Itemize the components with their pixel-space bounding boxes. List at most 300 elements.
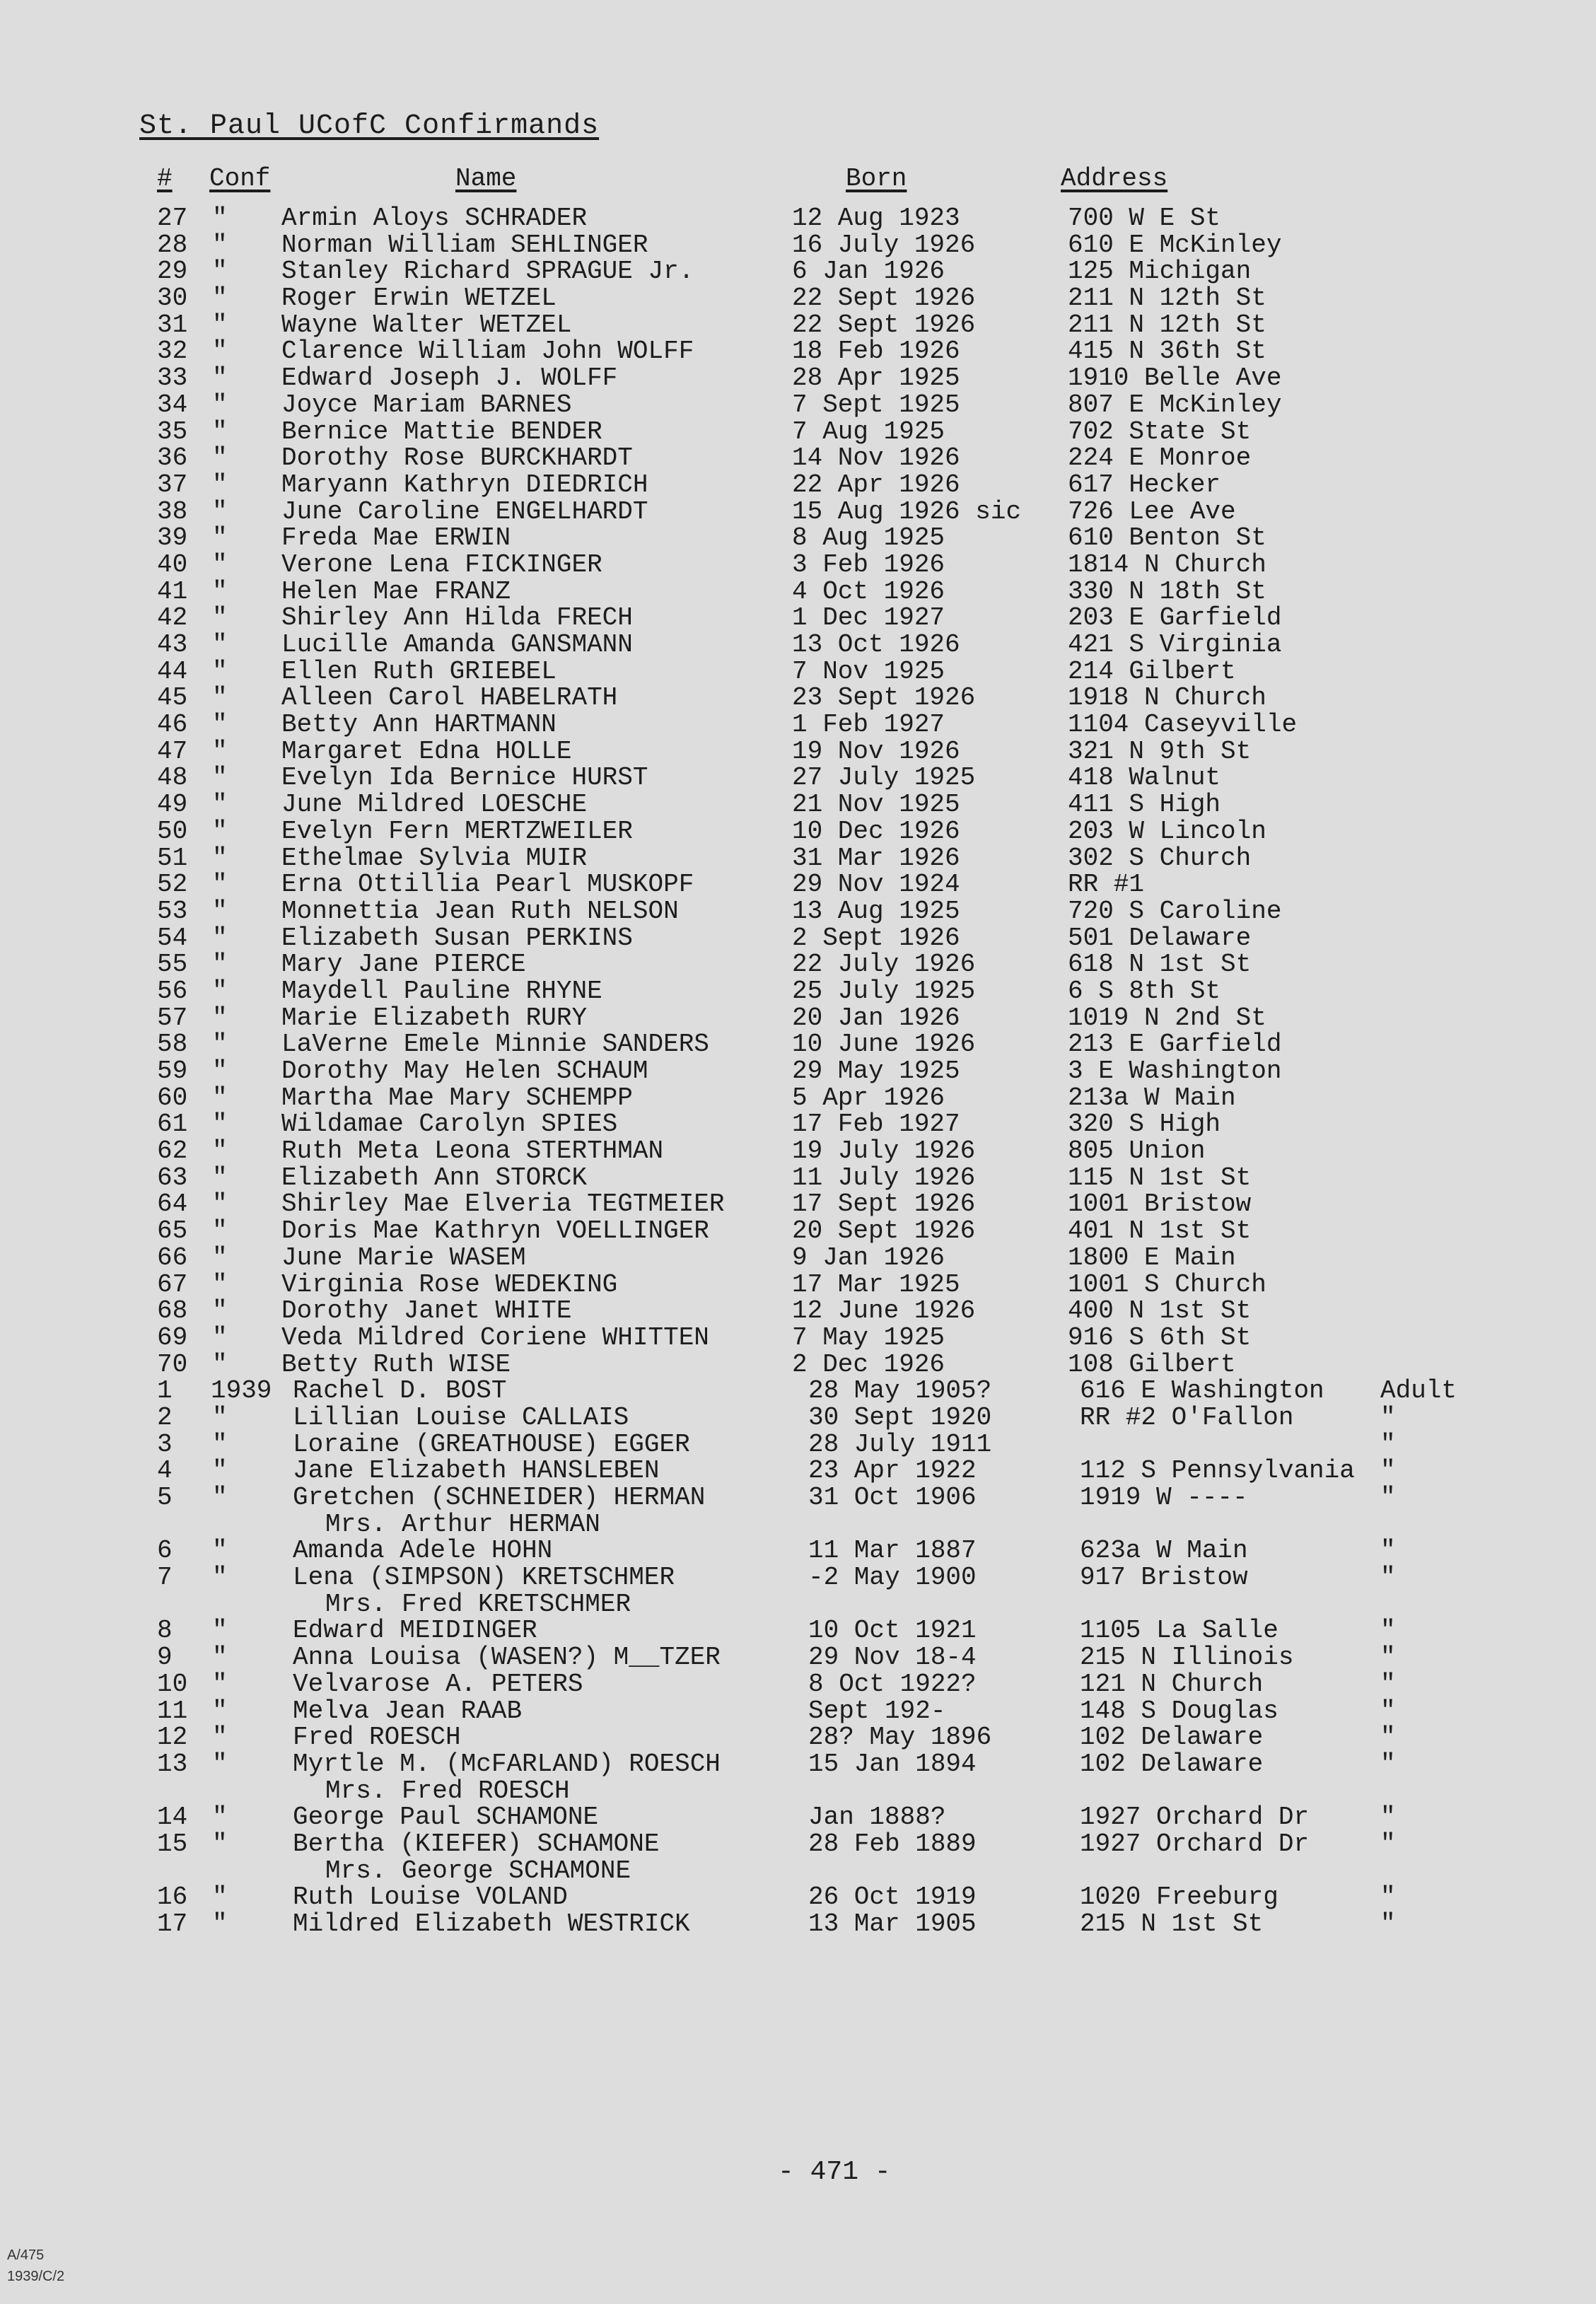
table-row <box>0 951 1596 978</box>
row-number: 68 <box>157 1296 188 1326</box>
address: 616 E Washington <box>1080 1376 1324 1406</box>
address: 401 N 1st St <box>1068 1216 1252 1246</box>
table-row <box>0 232 1596 259</box>
table-row <box>0 1005 1596 1032</box>
confirmand-name: Edward MEIDINGER <box>293 1616 537 1646</box>
row-number: 7 <box>157 1563 173 1593</box>
table-row <box>0 1724 1596 1751</box>
address: 211 N 12th St <box>1068 310 1266 339</box>
row-number: 64 <box>157 1189 188 1219</box>
table-row <box>0 685 1596 711</box>
row-number: 14 <box>157 1803 188 1832</box>
address: 917 Bristow <box>1080 1563 1248 1593</box>
adult-note: " <box>1380 1803 1396 1832</box>
row-number: 9 <box>157 1643 173 1672</box>
address: 213a W Main <box>1068 1083 1236 1112</box>
confirmand-name: Margaret Edna HOLLE <box>281 736 572 766</box>
row-number: 8 <box>157 1616 173 1646</box>
table-row <box>0 1537 1596 1564</box>
table-row <box>0 1698 1596 1725</box>
birth-date: 12 Aug 1923 <box>792 204 960 233</box>
birth-date: 28? May 1896 <box>808 1723 992 1752</box>
birth-date: 31 Mar 1926 <box>792 843 960 873</box>
birth-date: 19 Nov 1926 <box>792 736 960 766</box>
row-number: 52 <box>157 870 188 900</box>
table-row <box>0 1458 1596 1484</box>
birth-date: 1 Dec 1927 <box>792 603 945 633</box>
confirmand-name: Jane Elizabeth HANSLEBEN <box>293 1456 660 1486</box>
adult-note: " <box>1380 1456 1396 1486</box>
confirmand-name: June Marie WASEM <box>281 1243 526 1272</box>
confirmand-name: Evelyn Fern MERTZWEILER <box>281 816 633 846</box>
address: 610 Benton St <box>1068 523 1266 553</box>
row-number: 6 <box>157 1536 173 1566</box>
confirmand-name: George Paul SCHAMONE <box>293 1803 599 1832</box>
address: 213 E Garfield <box>1068 1030 1282 1059</box>
address: 115 N 1st St <box>1068 1163 1252 1192</box>
conf-year: " <box>212 443 228 473</box>
address: 6 S 8th St <box>1068 976 1221 1006</box>
table-row <box>0 1804 1596 1831</box>
table-row <box>0 1322 1596 1352</box>
birth-date: 29 Nov 1924 <box>792 870 960 900</box>
row-number: 41 <box>157 576 188 606</box>
header-num: # <box>157 164 173 193</box>
address: 1918 N Church <box>1068 683 1266 713</box>
table-row <box>0 472 1596 499</box>
birth-date: 1 Feb 1927 <box>792 710 945 740</box>
conf-year: " <box>212 976 228 1006</box>
table-row <box>0 205 1596 232</box>
conf-year: " <box>212 1829 228 1858</box>
birth-date: 7 Sept 1925 <box>792 390 960 419</box>
birth-date: 22 Sept 1926 <box>792 284 976 313</box>
row-number: 27 <box>157 204 188 233</box>
row-number: 58 <box>157 1030 188 1059</box>
address: 148 S Douglas <box>1080 1696 1278 1726</box>
address: 400 N 1st St <box>1068 1296 1252 1326</box>
table-row <box>0 711 1596 738</box>
address: 916 S 6th St <box>1068 1322 1252 1352</box>
table-row <box>0 338 1596 365</box>
address: 1001 S Church <box>1068 1269 1266 1299</box>
table-row <box>0 871 1596 898</box>
birth-date: 7 Aug 1925 <box>792 417 945 446</box>
table-row <box>0 978 1596 1005</box>
table-row <box>0 1617 1596 1644</box>
conf-year: " <box>212 1456 228 1486</box>
row-number: 50 <box>157 816 188 846</box>
birth-date: 20 Jan 1926 <box>792 1003 960 1032</box>
header-name: Name <box>455 164 517 193</box>
row-number: 1 <box>157 1376 173 1406</box>
table-row-subline <box>0 1591 1596 1618</box>
address: 617 Hecker <box>1068 470 1221 499</box>
address: 726 Lee Ave <box>1068 496 1236 526</box>
birth-date: 28 Feb 1889 <box>808 1829 977 1858</box>
row-number: 12 <box>157 1723 188 1752</box>
birth-date: 2 Sept 1926 <box>792 923 960 953</box>
conf-year: " <box>212 284 228 313</box>
confirmand-name: Lucille Amanda GANSMANN <box>281 630 633 659</box>
conf-year: " <box>212 1563 228 1593</box>
conf-year: " <box>212 656 228 686</box>
row-number: 34 <box>157 390 188 419</box>
birth-date: 13 Oct 1926 <box>792 630 960 659</box>
confirmand-name: Freda Mae ERWIN <box>281 523 511 553</box>
row-number: 16 <box>157 1883 188 1912</box>
footer-ref-1: A/475 <box>7 2247 45 2263</box>
adult-note: " <box>1380 1483 1396 1512</box>
birth-date: 7 May 1925 <box>792 1322 945 1352</box>
conf-year: " <box>212 1057 228 1086</box>
conf-year: " <box>212 1269 228 1299</box>
conf-year: " <box>212 683 228 713</box>
table-row <box>0 285 1596 312</box>
address: RR #2 O'Fallon <box>1080 1402 1294 1432</box>
address: 3 E Washington <box>1068 1057 1282 1086</box>
table-row <box>0 1911 1596 1938</box>
birth-date: 14 Nov 1926 <box>792 443 960 473</box>
birth-date: 9 Jan 1926 <box>792 1243 945 1272</box>
table-row-subline <box>0 1778 1596 1805</box>
adult-note: " <box>1380 1723 1396 1752</box>
address: 224 E Monroe <box>1068 443 1252 473</box>
birth-date: 22 Apr 1926 <box>792 470 960 499</box>
address: 121 N Church <box>1080 1669 1264 1699</box>
confirmand-name: Verone Lena FICKINGER <box>281 549 602 579</box>
confirmand-name: Ruth Louise VOLAND <box>293 1883 568 1912</box>
address: 1001 Bristow <box>1068 1189 1252 1219</box>
confirmand-name: Mary Jane PIERCE <box>281 950 526 979</box>
table-row <box>0 496 1596 526</box>
address: 418 Walnut <box>1068 763 1221 793</box>
address: 102 Delaware <box>1080 1749 1264 1779</box>
table-row <box>0 1431 1596 1458</box>
confirmand-name: Clarence William John WOLFF <box>281 337 694 366</box>
address: RR #1 <box>1068 870 1145 900</box>
table-row <box>0 1218 1596 1245</box>
row-number: 57 <box>157 1003 188 1032</box>
table-row <box>0 419 1596 446</box>
conf-year: " <box>212 1616 228 1646</box>
confirmand-name: LaVerne Emele Minnie SANDERS <box>281 1030 709 1059</box>
conf-year: " <box>212 1909 228 1938</box>
confirmand-name: Monnettia Jean Ruth NELSON <box>281 896 679 926</box>
confirmand-name: Marie Elizabeth RURY <box>281 1003 588 1032</box>
row-number: 69 <box>157 1322 188 1352</box>
address: 214 Gilbert <box>1068 656 1236 686</box>
confirmand-name: Wildamae Carolyn SPIES <box>281 1110 618 1139</box>
confirmand-name: Elizabeth Susan PERKINS <box>281 923 633 953</box>
address: 112 S Pennsylvania <box>1080 1456 1355 1486</box>
conf-year: " <box>212 1429 228 1459</box>
table-row <box>0 1564 1596 1591</box>
address: 321 N 9th St <box>1068 736 1252 766</box>
confirmand-name: Myrtle M. (McFARLAND) ROESCH <box>293 1749 721 1779</box>
table-row <box>0 1484 1596 1511</box>
birth-date: 15 Aug 1926 sic <box>792 496 1022 526</box>
birth-date: 3 Feb 1926 <box>792 549 945 579</box>
birth-date: 7 Nov 1925 <box>792 656 945 686</box>
conf-year: " <box>212 1003 228 1032</box>
adult-note: " <box>1380 1829 1396 1858</box>
confirmand-name: Maryann Kathryn DIEDRICH <box>281 470 648 499</box>
confirmands-table <box>0 205 1596 1938</box>
row-number: 33 <box>157 363 188 393</box>
birth-date: 31 Oct 1906 <box>808 1483 977 1512</box>
birth-date: 27 July 1925 <box>792 763 976 793</box>
address: 102 Delaware <box>1080 1723 1264 1752</box>
birth-date: 19 July 1926 <box>792 1136 976 1166</box>
confirmand-name: Veda Mildred Coriene WHITTEN <box>281 1322 709 1352</box>
row-number: 51 <box>157 843 188 873</box>
row-number: 70 <box>157 1349 188 1379</box>
confirmand-name: Doris Mae Kathryn VOELLINGER <box>281 1216 709 1246</box>
table-row <box>0 1191 1596 1218</box>
confirmand-name: Ethelmae Sylvia MUIR <box>281 843 588 873</box>
row-number: 49 <box>157 790 188 820</box>
row-number: 54 <box>157 923 188 953</box>
conf-year: " <box>212 204 228 233</box>
table-row <box>0 1165 1596 1192</box>
address: 203 E Garfield <box>1068 603 1282 633</box>
table-row <box>0 605 1596 632</box>
row-number: 48 <box>157 763 188 793</box>
birth-date: 21 Nov 1925 <box>792 790 960 820</box>
footer-ref-2: 1939/C/2 <box>7 2269 65 2284</box>
birth-date: 18 Feb 1926 <box>792 337 960 366</box>
confirmand-name: Edward Joseph J. WOLFF <box>281 363 618 393</box>
conf-year: " <box>212 763 228 793</box>
conf-year: 1939 <box>211 1376 272 1406</box>
confirmand-name: Betty Ann HARTMANN <box>281 710 557 740</box>
birth-date: 17 Feb 1927 <box>792 1110 960 1139</box>
confirmand-name: Stanley Richard SPRAGUE Jr. <box>281 257 694 286</box>
conf-year: " <box>212 603 228 633</box>
birth-date: 5 Apr 1926 <box>792 1083 945 1112</box>
address: 1927 Orchard Dr <box>1080 1829 1310 1858</box>
conf-year: " <box>212 923 228 953</box>
confirmand-name: Martha Mae Mary SCHEMPP <box>281 1083 633 1112</box>
conf-year: " <box>212 230 228 260</box>
confirmand-name: Maydell Pauline RHYNE <box>281 976 602 1006</box>
birth-date: 17 Sept 1926 <box>792 1189 976 1219</box>
birth-date: -2 May 1900 <box>808 1563 977 1593</box>
address: 1927 Orchard Dr <box>1080 1803 1310 1832</box>
birth-date: Sept 192- <box>808 1696 946 1726</box>
row-number: 2 <box>157 1402 173 1432</box>
conf-year: " <box>212 1749 228 1779</box>
conf-year: " <box>212 257 228 286</box>
row-number: 28 <box>157 230 188 260</box>
married-name: Mrs. George SCHAMONE <box>325 1856 631 1885</box>
row-number: 5 <box>157 1483 173 1512</box>
row-number: 53 <box>157 896 188 926</box>
birth-date: 20 Sept 1926 <box>792 1216 976 1246</box>
conf-year: " <box>212 950 228 979</box>
address: 805 Union <box>1068 1136 1206 1166</box>
birth-date: 29 May 1925 <box>792 1057 960 1086</box>
birth-date: 13 Mar 1905 <box>808 1909 977 1938</box>
address: 108 Gilbert <box>1068 1349 1236 1379</box>
table-row <box>0 1031 1596 1058</box>
table-row <box>0 1671 1596 1698</box>
conf-year: " <box>212 1296 228 1326</box>
table-row <box>0 1751 1596 1778</box>
row-number: 4 <box>157 1456 173 1486</box>
confirmand-name: Armin Aloys SCHRADER <box>281 204 588 233</box>
address: 501 Delaware <box>1068 923 1252 953</box>
conf-year: " <box>212 1083 228 1112</box>
birth-date: Jan 1888? <box>808 1803 946 1832</box>
address: 1020 Freeburg <box>1080 1883 1278 1912</box>
row-number: 39 <box>157 523 188 553</box>
conf-year: " <box>212 390 228 419</box>
row-number: 10 <box>157 1669 188 1699</box>
page-number: - 471 - <box>778 2157 891 2187</box>
confirmand-name: Erna Ottillia Pearl MUSKOPF <box>281 870 694 900</box>
conf-year: " <box>212 470 228 499</box>
table-row <box>0 525 1596 552</box>
birth-date: 10 June 1926 <box>792 1030 976 1059</box>
table-row <box>0 898 1596 925</box>
confirmand-name: Mildred Elizabeth WESTRICK <box>293 1909 690 1938</box>
adult-note: Adult <box>1380 1376 1457 1406</box>
address: 320 S High <box>1068 1110 1221 1139</box>
table-row <box>0 1245 1596 1272</box>
birth-date: 23 Sept 1926 <box>792 683 976 713</box>
adult-note: " <box>1380 1616 1396 1646</box>
confirmand-name: June Caroline ENGELHARDT <box>281 496 648 526</box>
birth-date: 8 Aug 1925 <box>792 523 945 553</box>
confirmand-name: Shirley Mae Elveria TEGTMEIER <box>281 1189 725 1219</box>
confirmand-name: Ellen Ruth GRIEBEL <box>281 656 557 686</box>
conf-year: " <box>212 1110 228 1139</box>
confirmand-name: Dorothy Rose BURCKHARDT <box>281 443 633 473</box>
table-row <box>0 1351 1596 1378</box>
table-row <box>0 578 1596 605</box>
table-row <box>0 1138 1596 1165</box>
conf-year: " <box>212 1243 228 1272</box>
confirmand-name: Alleen Carol HABELRATH <box>281 683 618 713</box>
birth-date: 29 Nov 18-4 <box>808 1643 977 1672</box>
confirmand-name: Anna Louisa (WASEN?) M__TZER <box>293 1643 721 1672</box>
row-number: 62 <box>157 1136 188 1166</box>
confirmand-name: Velvarose A. PETERS <box>293 1669 583 1699</box>
conf-year: " <box>212 549 228 579</box>
header-born: Born <box>846 164 907 193</box>
row-number: 30 <box>157 284 188 313</box>
confirmand-name: Shirley Ann Hilda FRECH <box>281 603 633 633</box>
table-row <box>0 1269 1596 1299</box>
confirmand-name: Joyce Mariam BARNES <box>281 390 572 419</box>
address: 807 E McKinley <box>1068 390 1282 419</box>
adult-note: " <box>1380 1429 1396 1459</box>
birth-date: 2 Dec 1926 <box>792 1349 945 1379</box>
table-row-subline <box>0 1511 1596 1538</box>
confirmand-name: Loraine (GREATHOUSE) EGGER <box>293 1429 690 1459</box>
conf-year: " <box>212 736 228 766</box>
address: 1814 N Church <box>1068 549 1266 579</box>
row-number: 43 <box>157 630 188 659</box>
adult-note: " <box>1380 1883 1396 1912</box>
row-number: 61 <box>157 1110 188 1139</box>
conf-year: " <box>212 1883 228 1912</box>
birth-date: 28 May 1905? <box>808 1376 992 1406</box>
birth-date: 16 July 1926 <box>792 230 976 260</box>
confirmand-name: Gretchen (SCHNEIDER) HERMAN <box>293 1483 706 1512</box>
address: 1800 E Main <box>1068 1243 1236 1272</box>
conf-year: " <box>212 1483 228 1512</box>
row-number: 63 <box>157 1163 188 1192</box>
row-number: 60 <box>157 1083 188 1112</box>
row-number: 42 <box>157 603 188 633</box>
conf-year: " <box>212 576 228 606</box>
confirmand-name: Elizabeth Ann STORCK <box>281 1163 588 1192</box>
row-number: 66 <box>157 1243 188 1272</box>
confirmand-name: Roger Erwin WETZEL <box>281 284 557 313</box>
row-number: 56 <box>157 976 188 1006</box>
header-conf: Conf <box>209 164 271 193</box>
row-number: 38 <box>157 496 188 526</box>
conf-year: " <box>212 417 228 446</box>
married-name: Mrs. Fred ROESCH <box>325 1776 570 1805</box>
row-number: 11 <box>157 1696 188 1726</box>
conf-year: " <box>212 1136 228 1166</box>
married-name: Mrs. Arthur HERMAN <box>325 1509 600 1539</box>
table-row <box>0 312 1596 339</box>
adult-note: " <box>1380 1749 1396 1779</box>
address: 1019 N 2nd St <box>1068 1003 1266 1032</box>
row-number: 45 <box>157 683 188 713</box>
conf-year: " <box>212 337 228 366</box>
address: 618 N 1st St <box>1068 950 1252 979</box>
row-number: 67 <box>157 1269 188 1299</box>
table-row <box>0 764 1596 791</box>
table-row <box>0 1404 1596 1431</box>
row-number: 13 <box>157 1749 188 1779</box>
confirmand-name: Norman William SEHLINGER <box>281 230 648 260</box>
birth-date: 12 June 1926 <box>792 1296 976 1326</box>
address: 1105 La Salle <box>1080 1616 1278 1646</box>
confirmand-name: Evelyn Ida Bernice HURST <box>281 763 648 793</box>
row-number: 59 <box>157 1057 188 1086</box>
row-number: 36 <box>157 443 188 473</box>
row-number: 65 <box>157 1216 188 1246</box>
married-name: Mrs. Fred KRETSCHMER <box>325 1589 631 1619</box>
confirmand-name: Bertha (KIEFER) SCHAMONE <box>293 1829 660 1858</box>
conf-year: " <box>212 896 228 926</box>
conf-year: " <box>212 1189 228 1219</box>
conf-year: " <box>212 523 228 553</box>
confirmand-name: Dorothy May Helen SCHAUM <box>281 1057 648 1086</box>
table-row <box>0 1378 1596 1404</box>
confirmand-name: Helen Mae FRANZ <box>281 576 511 606</box>
address: 720 S Caroline <box>1068 896 1282 926</box>
row-number: 47 <box>157 736 188 766</box>
address: 623a W Main <box>1080 1536 1248 1566</box>
adult-note: " <box>1380 1643 1396 1672</box>
confirmand-name: Amanda Adele HOHN <box>293 1536 553 1566</box>
confirmand-name: Bernice Mattie BENDER <box>281 417 602 446</box>
table-row <box>0 845 1596 872</box>
birth-date: 11 Mar 1887 <box>808 1536 977 1566</box>
confirmand-name: Rachel D. BOST <box>293 1376 507 1406</box>
birth-date: 10 Dec 1926 <box>792 816 960 846</box>
confirmand-name: Betty Ruth WISE <box>281 1349 511 1379</box>
address: 702 State St <box>1068 417 1252 446</box>
